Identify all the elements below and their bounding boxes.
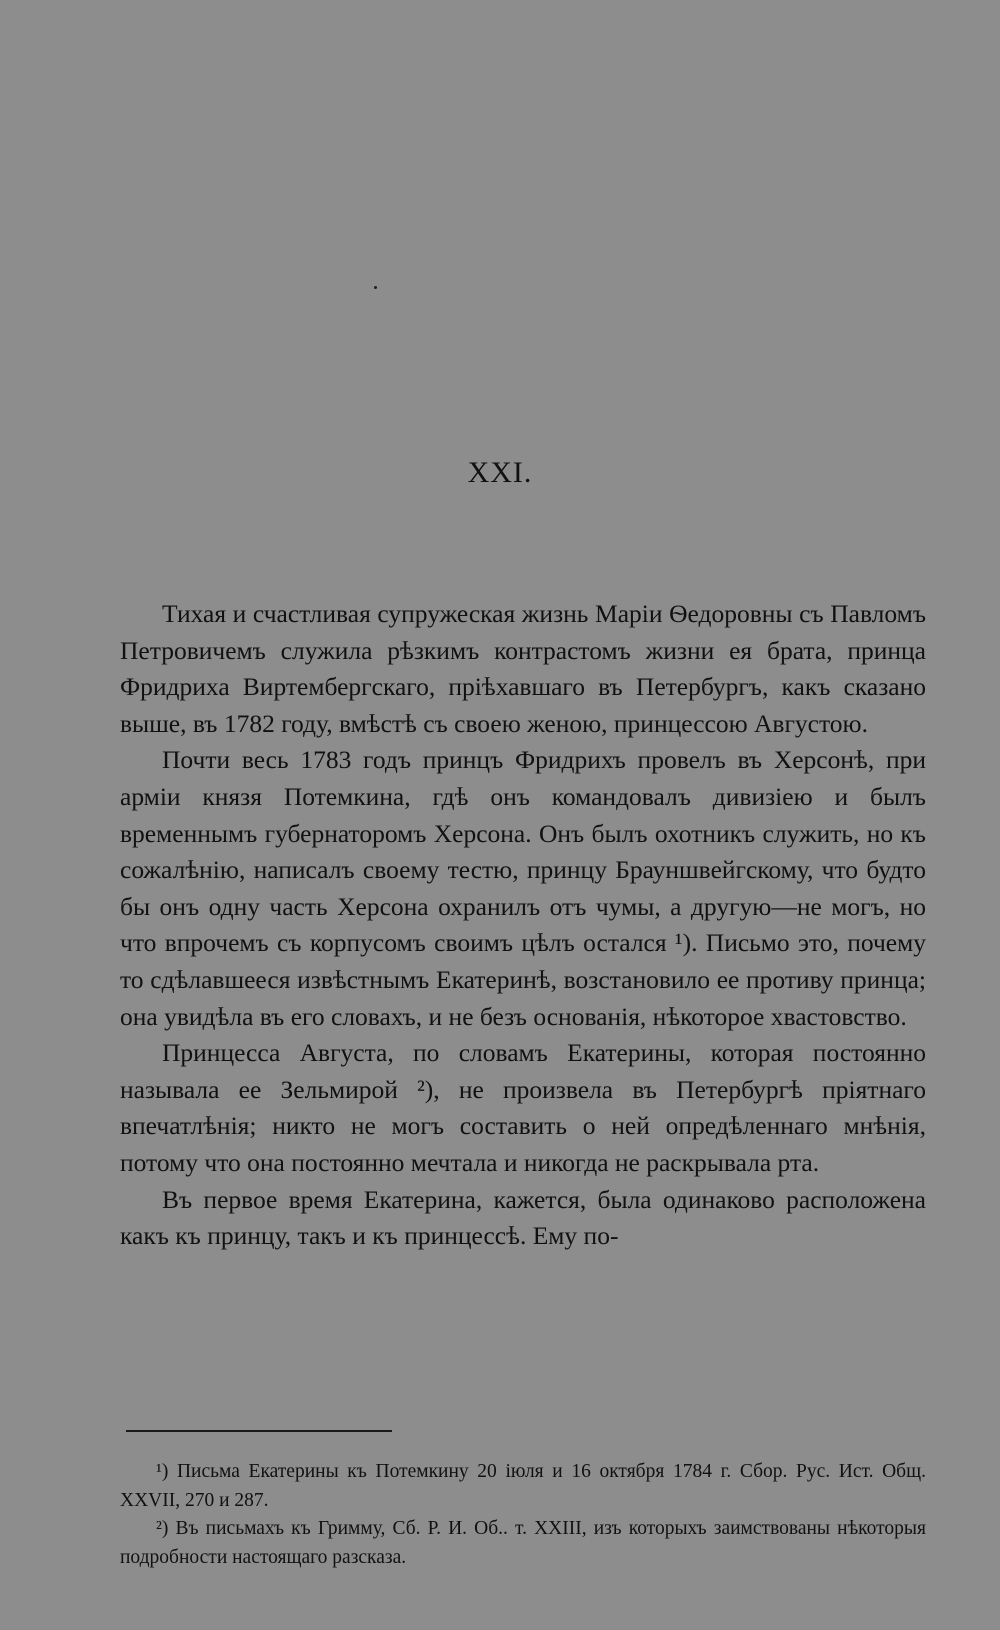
footnote: ²) Въ письмахъ къ Гримму, Сб. Р. И. Об.. т. XXIII, изъ которыхъ заимствованы нѣкоторыя подробности настоящаго разсказа. [120, 1518, 926, 1568]
footnote: ¹) Письма Екатерины къ Потемкину 20 іюля и 16 октября 1784 г. Сбор. Рус. Ист. Общ. XXVII, 270 и 287. [120, 1461, 926, 1511]
chapter-title: XXI. [467, 456, 533, 489]
footnote-rule [126, 1430, 392, 1432]
paragraph: Почти весь 1783 годъ принцъ Фридрихъ провелъ въ Херсонѣ, при арміи князя Потемкина, гдѣ онъ командовалъ дивизіею и былъ временнымъ губернаторомъ Херсона. Онъ былъ охотникъ служить, но къ сожалѣнію, написалъ своему тестю, принцу Брауншвейгскому, что будто бы онъ одну часть Херсона охранилъ отъ чумы, а другую—не могъ, но что впрочемъ съ корпусомъ своимъ цѣлъ остался ¹). Письмо это, почему то сдѣлавшееся извѣстнымъ Екатеринѣ, возстановило ее противу принца; она увидѣла въ его словахъ, и не безъ основанія, нѣкоторое хвастовство. [120, 745, 926, 1031]
paragraph: Принцесса Августа, по словамъ Екатерины, которая постоянно называла ее Зельмирой ²), не произвела въ Петербургѣ пріятнаго впечатлѣнія; никто не могъ составить о ней опредѣленнаго мнѣнія, потому что она постоянно мечтала и никогда не раскрывала рта. [120, 1038, 926, 1177]
main-text [120, 596, 926, 1255]
ink-speck [374, 286, 377, 289]
footnotes [120, 1458, 926, 1572]
paragraph: Въ первое время Екатерина, кажется, была одинаково расположена какъ къ принцу, такъ и къ принцессѣ. Ему по- [120, 1184, 926, 1251]
paragraph: Тихая и счастливая супружеская жизнь Маріи Ѳедоровны съ Павломъ Петровичемъ служила рѣзкимъ контрастомъ жизни ея брата, принца Фридриха Виртембергскаго, пріѣхавшаго въ Петербургъ, какъ сказано выше, въ 1782 году, вмѣстѣ съ своею женою, принцессою Августою. [120, 599, 926, 738]
